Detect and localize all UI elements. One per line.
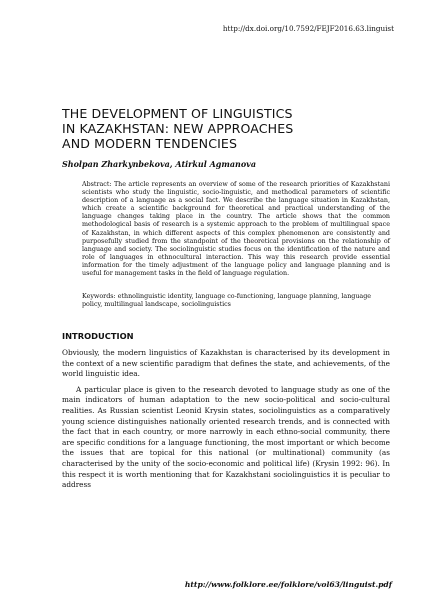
section-heading: INTRODUCTION [62, 331, 134, 341]
doi-link[interactable]: http://dx.doi.org/10.7592/FEJF2016.63.linguist [222, 24, 394, 33]
paragraph: Obviously, the modern linguistics of Kazakhstan is characterised by its development in the context of a new scientific paradigm that defines the state, and achievements, of the world linguistic idea. [62, 348, 390, 379]
abstract [82, 181, 390, 278]
abstract-label: Abstract: [82, 181, 112, 188]
article-authors: Sholpan Zharkynbekova, Atirkul Agmanova [62, 159, 257, 169]
title-line: THE DEVELOPMENT OF LINGUISTICS [62, 106, 293, 121]
abstract-text: The article represents an overview of some of the research priorities of Kazakhstani scientists who study the linguistic, socio-linguistic, and methodical parameters of scientific description of a language as a social fact. We describe the language situation in Kazakhstan, which create a scientific background for theoretical and practical understanding of the language changes taking place in the country. The article shows that the common methodological basis of research is a systemic approach to the problem of multilingual space of Kazakhstan, in which different aspects of this complex phenomenon are consistently and purposefully studied from the standpoint of the theoretical provisions on the relationship of language and society. The sociolinguistic studies focus on the identification of the nature and role of languages in ethnocultural interaction. This way this research provide essential information for the timely adjustment of the language policy and language planning and is useful for management tasks in the field of language regulation. [82, 181, 390, 278]
body-text [62, 348, 390, 496]
paragraph: A particular place is given to the research devoted to language study as one of the main indicators of human adaptation to the new socio-political and socio-cultural realities. As Russian scientist Leonid Krysin states, sociolinguistics as a comparatively young science distinguishes nationally oriented research trends, and is connected with the fact that in each country, or more narrowly in each ethno-social community, there are specific conditions for a language functioning, the most important or which become the issues that are topical for this national (or multinational) community (as characterised by the unity of the socio-economic and political life) (Krysin 1992: 96). In this respect it is worth mentioning that for Kazakhstani sociolinguistics it is peculiar to address [62, 384, 390, 490]
keywords-label: Keywords: [82, 293, 116, 300]
page-footer [0, 578, 422, 600]
footer-url[interactable]: http://www.folklore.ee/folklore/vol63/linguist.pdf [184, 580, 392, 589]
title-line: IN KAZAKHSTAN: NEW APPROACHES [62, 121, 294, 136]
article-title [62, 106, 392, 151]
keywords [82, 293, 390, 309]
keywords-text: ethnolinguistic identity, language co-functioning, language planning, language policy, multilingual landscape, sociolinguistics [82, 293, 372, 309]
title-line: AND MODERN TENDENCIES [62, 136, 238, 151]
